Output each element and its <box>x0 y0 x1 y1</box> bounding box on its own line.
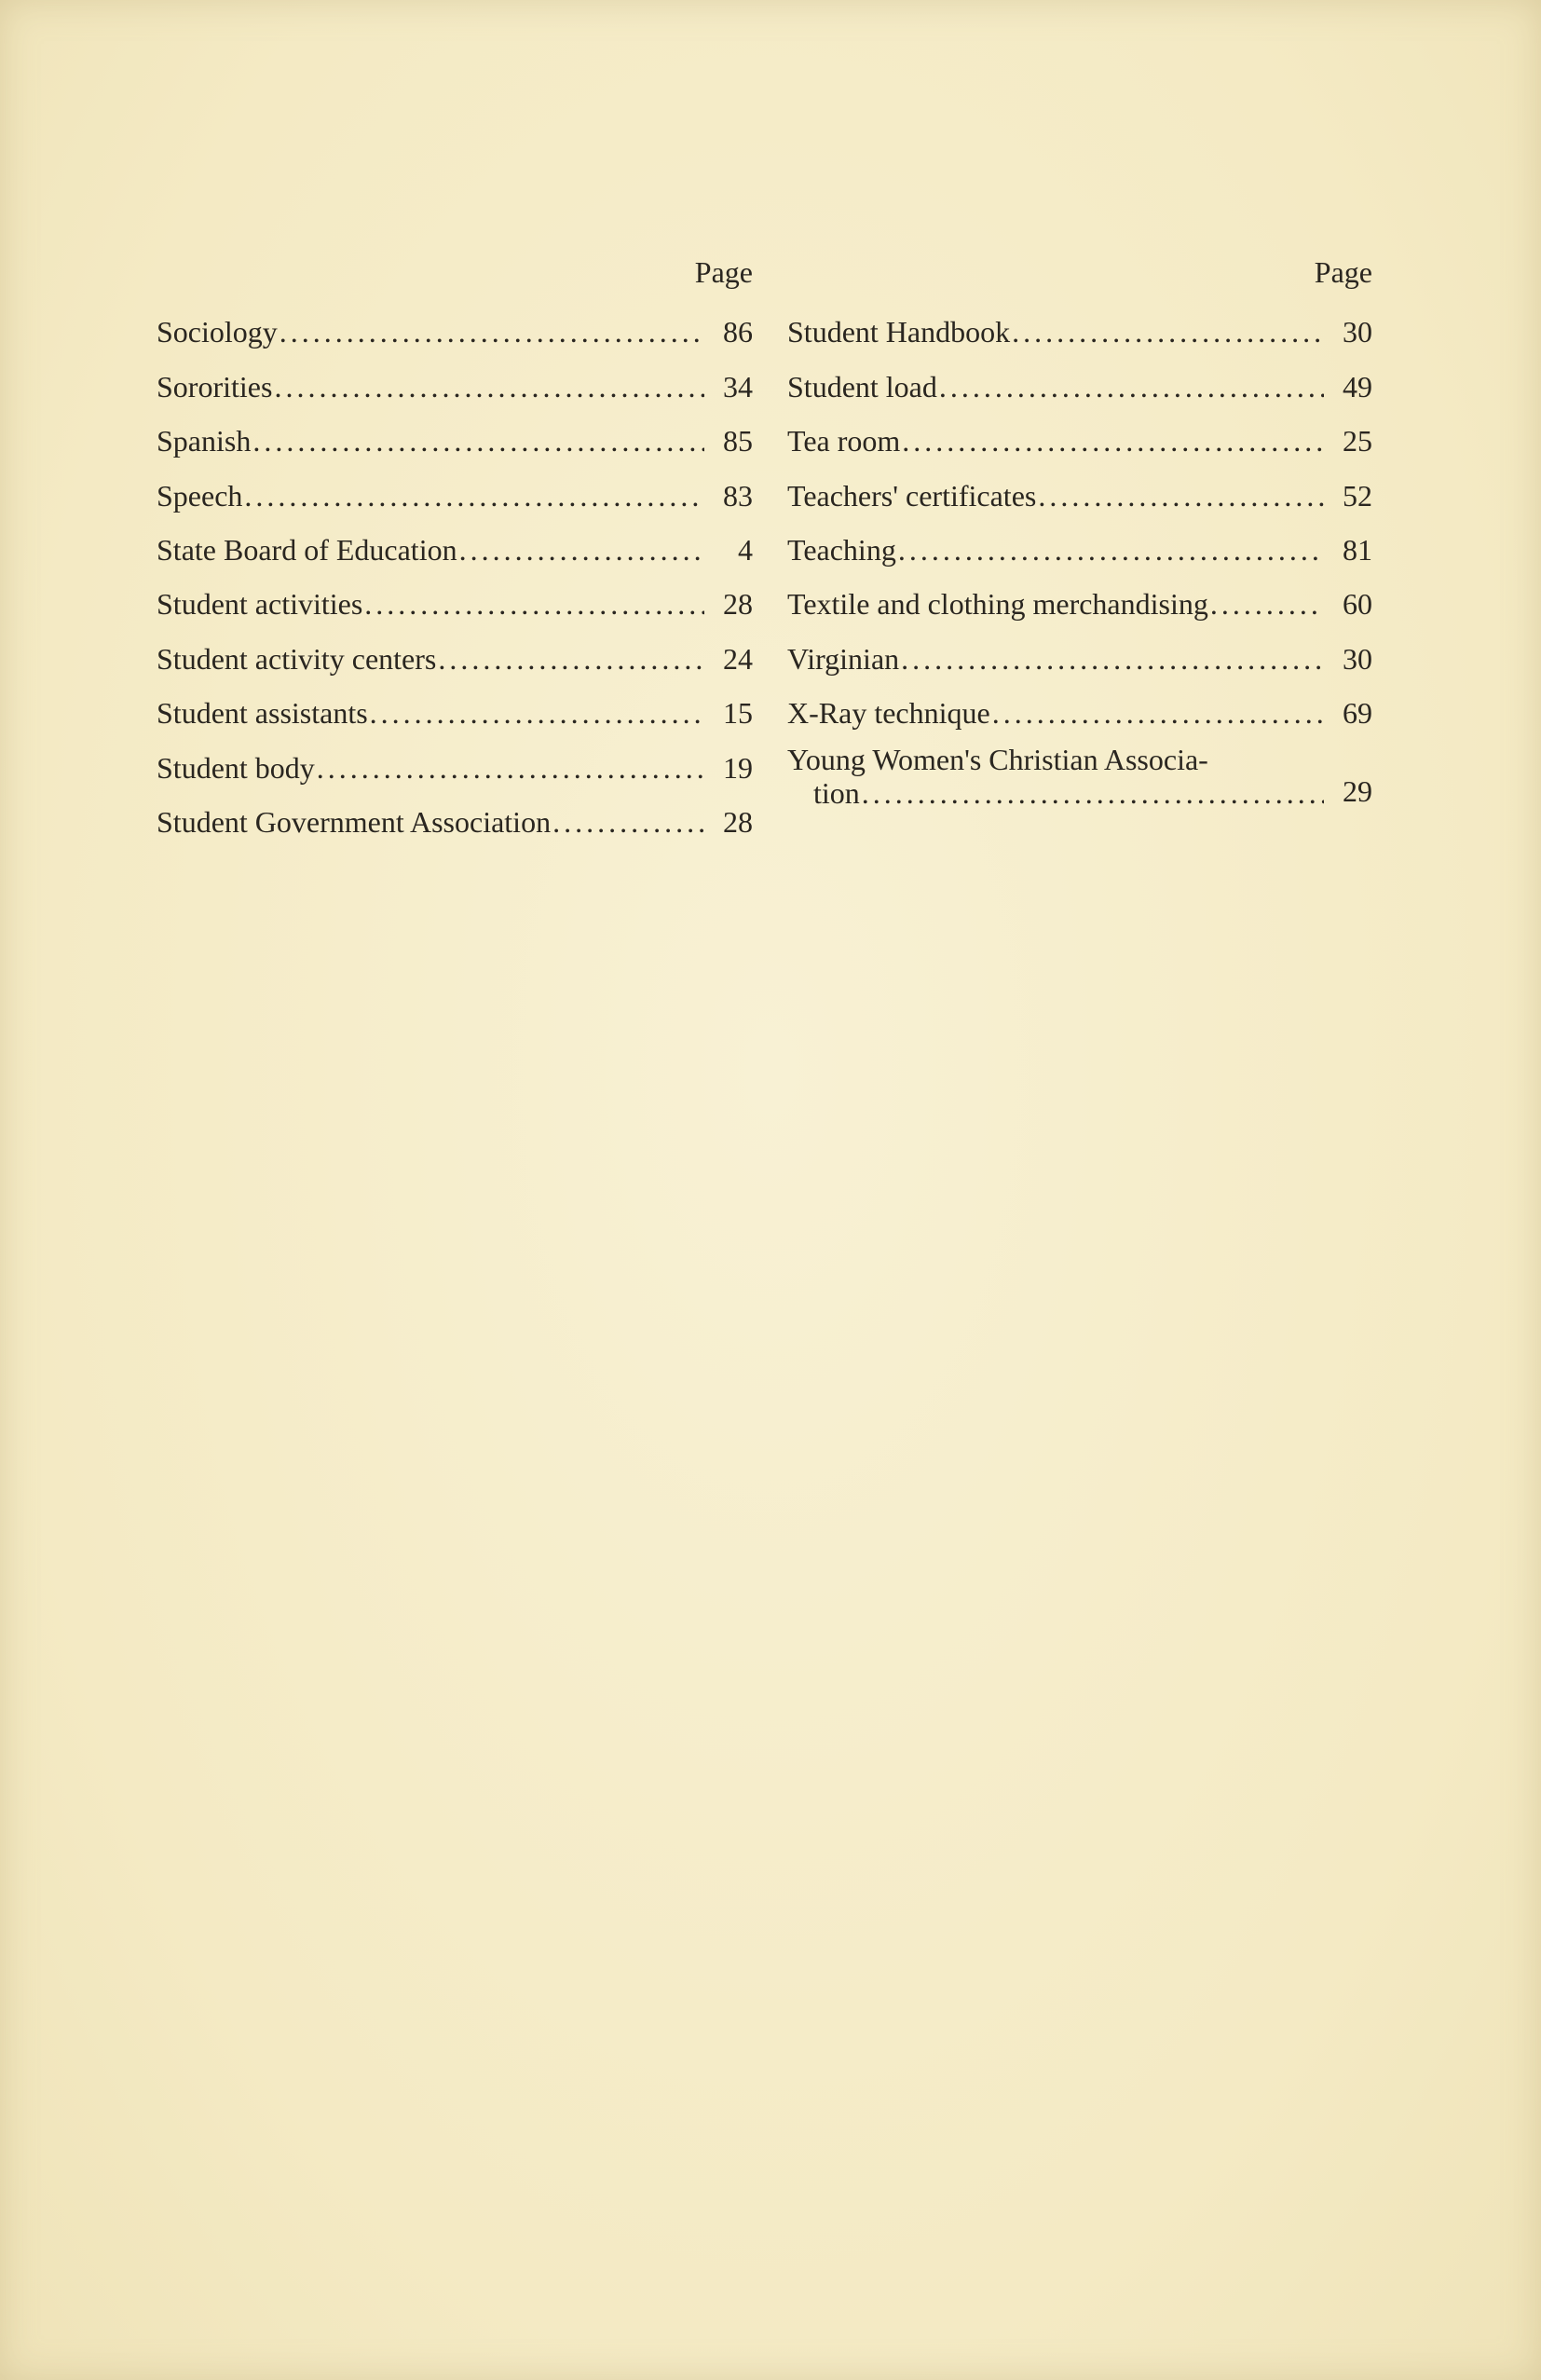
leader-dots <box>244 477 704 514</box>
index-entry <box>787 514 1372 568</box>
index-entry <box>157 568 753 622</box>
leader-dots <box>939 368 1324 405</box>
index-entry <box>157 350 753 404</box>
index-entry <box>787 568 1372 622</box>
index-entry-label-line1: Young Women's Christian Associa- <box>787 743 1208 777</box>
index-entry-label-line2-row <box>787 776 1330 810</box>
index-entry-page: 25 <box>1343 424 1372 458</box>
index-entry <box>157 732 753 786</box>
leader-dots <box>274 368 704 405</box>
leader-dots <box>898 531 1324 568</box>
index-entry-label: Virginian <box>787 641 900 676</box>
leader-dots <box>862 776 1324 810</box>
index-entry-wrapped <box>787 732 1372 810</box>
leader-dots <box>280 313 704 350</box>
leader-dots <box>252 422 704 459</box>
leader-dots <box>1012 313 1324 350</box>
index-entry-label: Student activity centers <box>157 641 437 676</box>
index-entry-page: 29 <box>1343 774 1372 809</box>
index-entry-page: 28 <box>723 587 753 622</box>
index-entry <box>157 677 753 732</box>
index-entry-label-line2: tion <box>813 776 860 811</box>
index-entry-page: 85 <box>723 424 753 458</box>
index-entry <box>787 677 1372 732</box>
index-entry-label: Student activities <box>157 587 363 622</box>
index-entry <box>157 514 753 568</box>
index-entry <box>787 296 1372 350</box>
index-entry-page: 30 <box>1343 315 1372 349</box>
index-entry-label: Tea room <box>787 424 901 458</box>
index-entry-label: Teaching <box>787 532 896 567</box>
index-entry-label-wrap <box>787 743 1330 810</box>
index-column-right <box>787 250 1372 810</box>
index-entry-label: Student body <box>157 750 315 785</box>
index-entry-page: 19 <box>723 750 753 785</box>
index-entry <box>787 622 1372 677</box>
index-entry-page: 15 <box>723 696 753 731</box>
index-entry-page: 81 <box>1343 532 1372 567</box>
index-entry-label: Student Handbook <box>787 315 1011 349</box>
index-entry <box>157 405 753 459</box>
leader-dots <box>992 694 1324 732</box>
index-entry-page: 52 <box>1343 478 1372 513</box>
index-column-left <box>157 250 753 841</box>
leader-dots <box>370 694 704 732</box>
index-entry <box>157 296 753 350</box>
leader-dots <box>364 585 704 622</box>
leader-dots <box>1038 477 1324 514</box>
index-entry-label: Speech <box>157 478 243 513</box>
index-entry-page: 69 <box>1343 696 1372 731</box>
index-entry-label: Student load <box>787 369 937 404</box>
index-entry <box>787 459 1372 513</box>
index-entry-label: Textile and clothing merchandising <box>787 587 1208 622</box>
index-entry-page: 86 <box>723 315 753 349</box>
index-entry <box>787 405 1372 459</box>
index-entry-label: Sororities <box>157 369 273 404</box>
index-entry-page: 34 <box>723 369 753 404</box>
index-entry-label: Student Government Association <box>157 804 552 839</box>
index-entry-label: Spanish <box>157 424 252 458</box>
index-entry-label: X-Ray technique <box>787 696 990 731</box>
leader-dots <box>902 422 1324 459</box>
leader-dots <box>1210 585 1324 622</box>
index-entry-page: 28 <box>723 804 753 839</box>
index-entry <box>787 350 1372 404</box>
index-entry-page: 30 <box>1343 641 1372 676</box>
index-entry <box>157 786 753 841</box>
index-entry-page: 24 <box>723 641 753 676</box>
index-entry-label: State Board of Education <box>157 532 457 567</box>
leader-dots <box>459 531 704 568</box>
index-entry-page: 60 <box>1343 587 1372 622</box>
leader-dots <box>317 749 704 786</box>
index-entry-page: 4 <box>738 532 753 567</box>
page-column-header-right: Page <box>1314 255 1372 289</box>
leader-dots <box>438 640 704 677</box>
index-entry-label: Student assistants <box>157 696 368 731</box>
page-column-header-left: Page <box>694 255 753 289</box>
leader-dots <box>901 640 1324 677</box>
index-entry-label: Teachers' certificates <box>787 478 1037 513</box>
index-entry-page: 49 <box>1343 369 1372 404</box>
index-entry <box>157 622 753 677</box>
index-entry-page: 83 <box>723 478 753 513</box>
leader-dots <box>552 803 704 841</box>
index-entry-label: Sociology <box>157 315 278 349</box>
index-entry <box>157 459 753 513</box>
